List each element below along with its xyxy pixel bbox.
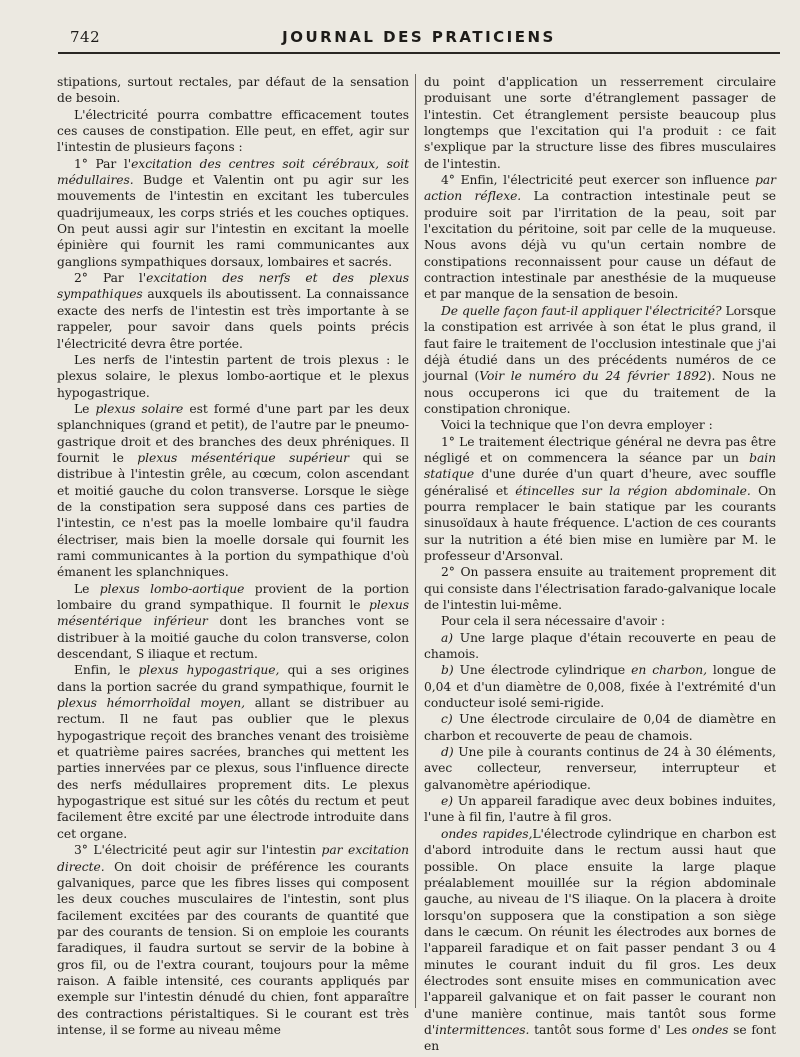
italic-text: De quelle façon faut-il appliquer l'électricité? bbox=[441, 303, 722, 318]
paragraph-text: 1° Le traitement électrique général ne devra pas être négligé et on commencera la séance par un bbox=[424, 434, 776, 465]
paragraph-text: Budge et Valentin ont pu agir sur les mouvements de l'intestin en excitant les tubercules quadrijumeaux, les corps striés et les couches optiques. On peut aussi agir sur l'intestin en excitant la moelle épinière qui fournit les rami communicantes aux ganglions sympathiques dorsaux, lombaires et sacrés. bbox=[57, 173, 409, 269]
paragraph bbox=[424, 564, 776, 613]
paragraph bbox=[57, 401, 409, 581]
paragraph bbox=[57, 352, 409, 401]
paragraph bbox=[57, 156, 409, 270]
paragraph-text: Pour cela il sera nécessaire d'avoir : bbox=[441, 614, 665, 629]
paragraph bbox=[57, 581, 409, 663]
paragraph-text: dont les branches vont se distribuer à la moitié gauche du colon transverse, colon descendant, S iliaque et rectum. bbox=[57, 614, 409, 662]
paragraph-text: Une pile à courants continus de 24 à 30 éléments, avec collecteur, renverseur, interrupteur et galvanomètre apériodique. bbox=[424, 745, 776, 792]
italic-text: ondes rapides, bbox=[441, 826, 533, 841]
paragraph bbox=[424, 172, 776, 303]
paragraph-text: Le bbox=[74, 401, 96, 416]
paragraph-text: qui a ses origines dans la portion sacrée du grand sympathique, fournit le bbox=[57, 663, 409, 694]
italic-text: excitation des centres soit cérébraux, soit médullaires. bbox=[57, 156, 409, 188]
paragraph-text: On pourra remplacer le bain statique par les courants sinusoïdaux à haute fréquence. L'action de ces courants sur la nutrition a été bien mise en lumière par M. le professeur d'Arsonval. bbox=[424, 483, 776, 563]
paragraph bbox=[424, 711, 776, 744]
paragraph-text: longue de 0,04 et d'un diamètre de 0,008, fixée à l'extrémité d'un conducteur isolé semi-rigide. bbox=[424, 663, 777, 711]
page-number: 742 bbox=[70, 28, 101, 46]
paragraph bbox=[57, 270, 409, 352]
paragraph bbox=[424, 613, 776, 629]
paragraph-text: ). Nous ne nous occuperons ici que du traitement de la constipation chronique. bbox=[424, 369, 776, 416]
paragraph-text: du point d'application un resserrement circulaire produisant une sorte d'étranglement passager de l'intestin. Cet étranglement persiste beaucoup plus longtemps que l'excitation qui l'a produit : ce fait s'explique par la structure lisse des fibres musculaires de l'intestin. bbox=[424, 75, 776, 171]
italic-text: plexus hémorrhoïdal moyen, bbox=[57, 696, 246, 711]
italic-text: en charbon, bbox=[631, 663, 707, 678]
paragraph bbox=[424, 793, 776, 826]
italic-text: intermittences. bbox=[435, 1022, 530, 1037]
italic-text: c) bbox=[441, 712, 453, 727]
paragraph-text: qui se distribue à l'intestin grêle, au cœcum, colon ascendant et moitié gauche du colon transverse. Lorsque le siège de la constipation sera supposé dans ces parties de l'intestin, ce n'est pas la moelle lombaire qu'il faudra électriser, mais bien la moelle dorsale qui fournit les rami communicantes à la portion du sympathique d'où émanent les splanchniques. bbox=[57, 450, 409, 580]
paragraph-text: 2° Par l' bbox=[74, 271, 147, 286]
running-title: JOURNAL DES PRATICIENS bbox=[282, 28, 556, 46]
italic-text: bain statique bbox=[424, 450, 776, 482]
page-header bbox=[58, 26, 780, 54]
column-divider bbox=[415, 74, 416, 1008]
paragraph bbox=[57, 74, 409, 107]
italic-text: Voir le numéro du 24 février 1892 bbox=[479, 369, 707, 384]
paragraph-text: L'électricité pourra combattre efficacement toutes ces causes de constipation. Elle peut, en effet, agir sur l'intestin de plusieurs façons : bbox=[57, 107, 409, 155]
paragraph bbox=[424, 434, 776, 565]
paragraph-text: Une électrode cylindrique bbox=[453, 663, 632, 678]
italic-text: d) bbox=[441, 745, 454, 760]
paragraph-text: auxquels ils aboutissent. La connaissance exacte des nerfs de l'intestin est très importante à se rappeler, pour savoir dans quels points précis l'électricité devra être portée. bbox=[57, 287, 409, 351]
italic-text: ondes bbox=[691, 1022, 729, 1037]
italic-text: excitation des nerfs et des plexus sympathiques bbox=[57, 271, 410, 302]
paragraph-text: Lorsque la constipation est arrivée à son état le plus grand, il faut faire le traitement de l'occlusion intestinale que j'ai déjà étudié dans un des précédents numéros de ce journal ( bbox=[424, 303, 777, 384]
paragraph-text: Le bbox=[74, 581, 100, 596]
italic-text: e) bbox=[441, 794, 453, 809]
paragraph bbox=[424, 630, 776, 663]
paragraph-text: se font en bbox=[424, 1022, 776, 1054]
paragraph-text: On doit choisir de préférence les courants galvaniques, parce que les fibres lisses qui composent les deux couches musculaires de l'intestin, sont plus facilement excitées par des courants de quantité que par des courants de tension. Si on emploie les courants faradiques, il faudra surtout se servir de la bobine à gros fil, ou de l'extra courant, toujours pour la même raison. A faible intensité, ces courants appliqués par exemple sur l'intestin dénudé du chien, font apparaître des contractions péristaltiques. Si le courant est très intense, il se forme au niveau même bbox=[57, 859, 409, 1037]
paragraph-text: d'une durée d'un quart d'heure, avec souffle généralisé et bbox=[424, 467, 776, 498]
paragraph-text: Les bbox=[660, 1022, 692, 1037]
paragraph-text: Un appareil faradique avec deux bobines induites, l'une à fil fin, l'autre à fil gros. bbox=[424, 794, 776, 825]
italic-text: étincelles sur la région abdominale. bbox=[515, 483, 751, 498]
italic-text: plexus mésentérique supérieur bbox=[137, 450, 349, 465]
paragraph-text: 3° L'électricité peut agir sur l'intestin bbox=[74, 843, 322, 858]
paragraph bbox=[424, 417, 776, 433]
italic-text: plexus mésentérique inférieur bbox=[57, 598, 409, 629]
paragraph-text: L'électrode cylindrique en charbon est d'abord introduite dans le rectum aussi haut que possible. On place ensuite la large plaque préalablement mouillée sur la région abdominale gauche, au niveau de l'S iliaque. On la placera à droite lorsqu'on supposera que la constipation a son siège dans le cæcum. On réunit les électrodes aux bornes de l'appareil faradique et on fait passer pendant 3 ou 4 minutes le courant induit du fil gros. Les deux électrodes sont ensuite mises en communication avec l'appareil galvanique et on fait passer le courant non d'une manière continue, mais tantôt sous forme d' bbox=[424, 826, 776, 1037]
paragraph-text: Une large plaque d'étain recouverte en peau de chamois. bbox=[424, 630, 776, 662]
paragraph-text: 1° Par l' bbox=[74, 156, 132, 171]
paragraph bbox=[57, 107, 409, 156]
paragraph-text: 4° Enfin, l'électricité peut exercer son influence bbox=[441, 173, 756, 188]
paragraph bbox=[424, 74, 776, 172]
italic-text: par excitation directe. bbox=[57, 843, 409, 874]
paragraph-text: Une électrode circulaire de 0,04 de diamètre en charbon et recouverte de peau de chamois. bbox=[424, 712, 776, 743]
italic-text: a) bbox=[441, 630, 454, 645]
paragraph bbox=[424, 826, 776, 1055]
paragraph bbox=[57, 842, 409, 1038]
italic-text: plexus hypogastrique, bbox=[138, 663, 280, 678]
italic-text: plexus lombo-aortique bbox=[99, 581, 245, 596]
paragraph-text: tantôt sous forme d' bbox=[529, 1022, 661, 1037]
italic-text: plexus solaire bbox=[95, 401, 184, 416]
paragraph bbox=[57, 662, 409, 842]
paragraph-text: est formé d'une part par les deux splanchniques (grand et petit), de l'autre par le pneumo-gastrique droit et des branches des deux phréniques. Il fournit le bbox=[57, 401, 409, 465]
paragraph bbox=[424, 303, 776, 417]
paragraph-text: allant se distribuer au rectum. Il ne faut pas oublier que le plexus hypogastrique reçoit des branches venant des troisième et quatrième paires sacrées, branches qui mettent les parties innervées par ce plexus, sous l'influence directe des nerfs médullaires proprement dits. Le plexus hypogastrique est situé sur les côtés du rectum et peut facilement être excité par une électrode introduite dans cet organe. bbox=[57, 696, 409, 841]
paragraph-text: Enfin, le bbox=[74, 663, 139, 678]
paragraph-text: 2° On passera ensuite au traitement proprement dit qui consiste dans l'électrisation farado-galvanique locale de l'intestin lui-même. bbox=[424, 565, 776, 612]
paragraph bbox=[424, 744, 776, 793]
italic-text: b) bbox=[441, 663, 454, 678]
paragraph-text: stipations, surtout rectales, par défaut de la sensation de besoin. bbox=[57, 75, 409, 106]
paragraph-text: Les nerfs de l'intestin partent de trois plexus : le plexus solaire, le plexus lombo-aortique et le plexus hypogastrique. bbox=[57, 352, 409, 400]
paragraph-text: provient de la portion lombaire du grand sympathique. Il fournit le bbox=[57, 581, 409, 612]
paragraph-text: La contraction intestinale peut se produire soit par l'irritation de la peau, soit par l'excitation du péritoine, soit par celle de la muqueuse. Nous avons déjà vu qu'un certain nombre de constipations reconnaissent pour cause un défaut de contraction intestinale par anesthésie de la muqueuse et par manque de la sensation de besoin. bbox=[424, 189, 776, 302]
left-column bbox=[57, 74, 409, 1038]
right-column bbox=[424, 74, 776, 1055]
italic-text: par action réflexe. bbox=[424, 173, 776, 204]
paragraph bbox=[424, 662, 776, 711]
paragraph-text: Voici la technique que l'on devra employer : bbox=[441, 418, 713, 433]
